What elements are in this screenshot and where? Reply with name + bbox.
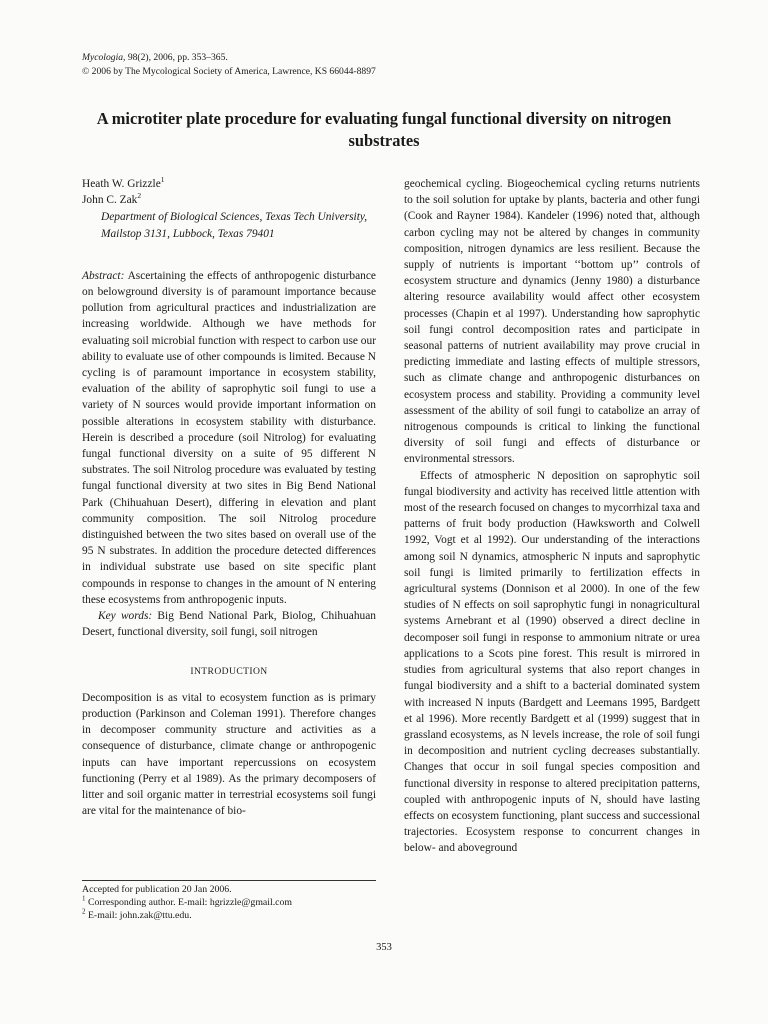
running-header [82,51,376,79]
footnote-1 [82,896,376,909]
article-title: A microtiter plate procedure for evaluating fungal functional diversity on nitrogen substrates [96,109,672,150]
introduction-paragraph-2: Effects of atmospheric N deposition on saprophytic soil fungal biodiversity and activity has received little attention with most of the research focused on changes to mycorrhizal taxa and patterns of fruit body production (Hawksworth and Colwell 1992, Vogt et al 1992). Our understanding of the interactions among soil N dynamics, atmospheric N inputs and saprophytic soil fungi is limited primarily to fertilization effects in agricultural systems (Donnison et al 2000). In one of the few studies of N effects on soil saprophytic fungi in nonagricultural systems Arnebrant et al (1990) observed a direct decline in decomposer soil fungi in response to ammonium nitrate or urea applications to a Scots pine forest. This result is mirrored in studies from agricultural systems that also report changes in fungal biodiversity and a shift to a bacterial dominated system with increased N inputs (Bardgett and Leemans 1995, Bardgett et al 1996). More recently Bardgett et al (1999) suggest that in grassland ecosystems, as N levels increase, the role of soil fungi in decomposition and nutrient cycling decreases substantially. Changes that occur in soil fungal species composition and functional diversity in response to altered precipitation patterns, coupled with anthropogenic inputs of N, should have lasting effects on ecosystem functioning, plant success and successional trajectories. Ecosystem response to concurrent changes in below- and aboveground [404,469,700,855]
introduction-heading: INTRODUCTION [190,666,268,678]
affiliation: Department of Biological Sciences, Texas Tech University, Mailstop 3131, Lubbock, Texas 79401 [101,211,368,240]
author-1-sup: 1 [160,175,165,185]
left-column [82,176,376,819]
abstract-label: Abstract: [82,269,125,282]
footnote-2 [82,909,376,922]
footnote-1-text: Corresponding author. E-mail: hgrizzle@gmail.com [85,897,293,908]
journal-citation: 98(2), 2006, pp. 353–365. [125,52,228,63]
accepted-note: Accepted for publication 20 Jan 2006. [82,884,232,895]
footnote-1-sup: 1 [82,894,86,903]
journal-name: Mycologia, [82,52,126,63]
author-2-sup: 2 [137,191,142,201]
abstract [82,268,376,608]
footnotes [82,880,376,922]
introduction-paragraph-1-continued: geochemical cycling. Biogeochemical cycling returns nutrients to the soil solution for uptake by plants, bacteria and other fungi (Cook and Rayner 1984). Kandeler (1996) noted that, although carbon cycling may not be altered by changes in community composition, nitrogen dynamics are less resilient. Because the supply of nutrients is important ‘‘bottom up’’ controls of ecosystem structure and dynamics (Jenny 1980) a disturbance altering resource availability would affect other ecosystem processes (Chapin et al 1997). Understanding how saprophytic soil fungi control decomposition rates and participate in seasonal patterns of nutrient availability may prove crucial in predicting immediate and lasting effects of multiple stressors, such as climate change and anthropogenic disturbances on ecosystem process and stability. Providing a community level assessment of the ability of soil fungi to catabolize an array of nitrogenous compounds is critical to linking the functional diversity of soil fungi and effects of disturbance or environmental stressors. [404,178,700,466]
footnote-2-text: E-mail: john.zak@ttu.edu. [85,910,192,921]
abstract-text: Ascertaining the effects of anthropogenic disturbance on belowground diversity is of paramount importance because pollution from agricultural practices and industrialization are increasing worldwide. Although we have methods for evaluating soil microbial function with respect to carbon use our ability to evaluate use of other compounds is limited. Because N cycling is of paramount importance in ecosystem stability, evaluation of the ability of saprophytic soil fungi to use a variety of N sources would provide important information on possible alterations in ecosystem stability with disturbance. Herein is described a procedure (soil Nitrolog) for evaluating fungal functional diversity on a suite of 95 different N substrates. The soil Nitrolog procedure was evaluated by testing fungal functional diversity at two sites in Big Bend National Park (Chihuahuan Desert), differing in elevation and plant community composition. The soil Nitrolog procedure distinguished between the two sites based on overall use of the 95 N substrates. In addition the procedure detected differences in individual substrate use based on site specific plant compounds in response to changes in the amount of N entering these ecosystems from anthropogenic inputs. [82,269,376,606]
author-1 [82,176,376,192]
author-2-name: John C. Zak [82,194,138,207]
keywords [82,608,376,640]
footnote-2-sup: 2 [82,907,86,916]
page-number: 353 [376,942,392,953]
citation-line [82,51,376,65]
keywords-text: Big Bend National Park, Biolog, Chihuahuan Desert, functional diversity, soil fungi, soil nitrogen [82,610,376,639]
author-1-name: Heath W. Grizzle [82,178,161,190]
introduction-paragraph-1: Decomposition is as vital to ecosystem function as is primary production (Parkinson and Coleman 1991). Therefore changes in decomposer community structure and activities as a consequence of disturbance, climate change or anthropogenic inputs can have important repercussions on ecosystem functioning (Perry et al 1989). As the primary decomposers of litter and soil organic matter in terrestrial ecosystems soil fungi are vital for the maintenance of bio- [82,691,376,818]
author-2 [82,192,376,208]
keywords-label: Key words: [98,610,153,623]
copyright-line: © 2006 by The Mycological Society of America, Lawrence, KS 66044-8897 [82,66,376,77]
right-column [404,176,700,857]
